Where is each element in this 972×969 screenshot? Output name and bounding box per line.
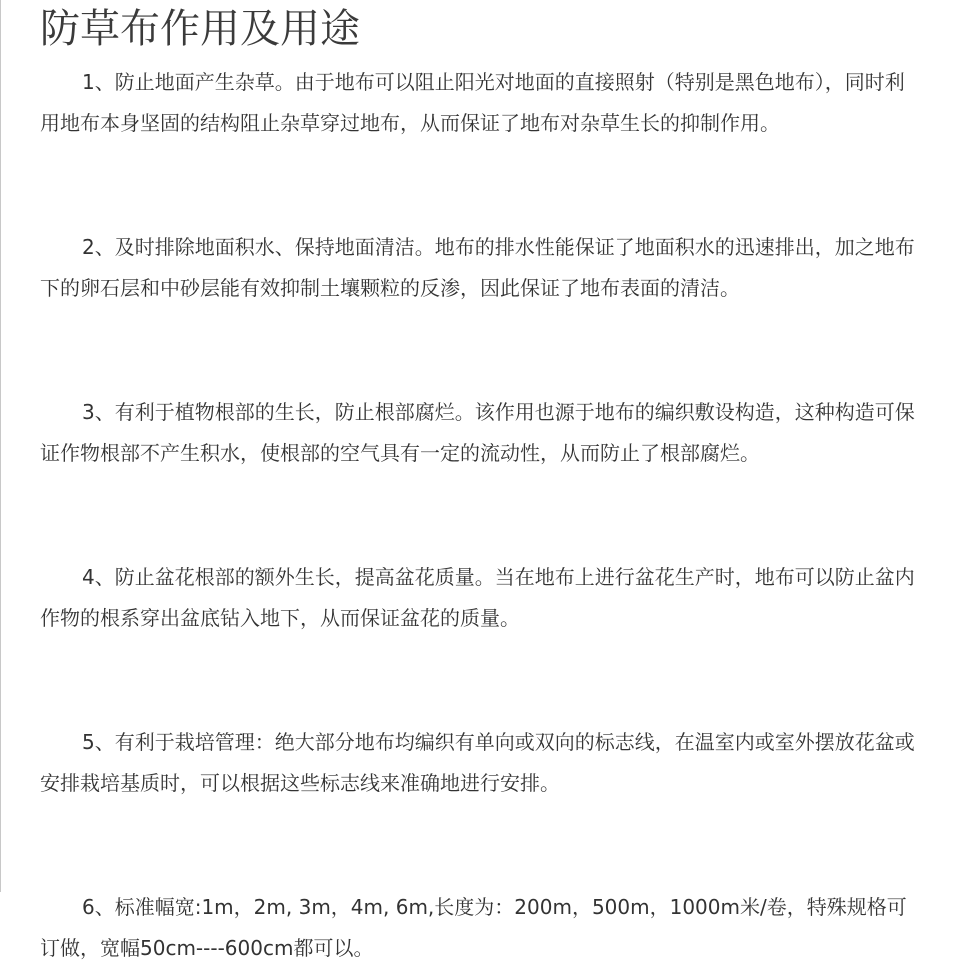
paragraph-3: 3、有利于植物根部的生长，防止根部腐烂。该作用也源于地布的编织敷设构造，这种构造可保证作物根部不产生积水，使根部的空气具有一定的流动性，从而防止了根部腐烂。 [40, 400, 915, 465]
paragraph-6: 6、标准幅宽:1m，2m, 3m，4m, 6m,长度为：200m，500m，1000m米/卷，特殊规格可订做，宽幅50cm----600cm都可以。 [40, 895, 907, 960]
paragraph-4: 4、防止盆花根部的额外生长，提高盆花质量。当在地布上进行盆花生产时，地布可以防止盆内作物的根系穿出盆底钻入地下，从而保证盆花的质量。 [40, 565, 915, 630]
paragraph-1: 1、防止地面产生杂草。由于地布可以阻止阳光对地面的直接照射（特别是黑色地布），同时利用地布本身坚固的结构阻止杂草穿过地布，从而保证了地布对杂草生长的抑制作用。 [40, 70, 905, 135]
page-left-border [0, 0, 1, 892]
paragraph-5: 5、有利于栽培管理：绝大部分地布均编织有单向或双向的标志线，在温室内或室外摆放花盆或安排栽培基质时，可以根据这些标志线来准确地进行安排。 [40, 730, 915, 795]
article-title: 防草布作用及用途 [40, 6, 360, 52]
article [40, 0, 920, 969]
paragraph-2: 2、及时排除地面积水、保持地面清洁。地布的排水性能保证了地面积水的迅速排出，加之地布下的卵石层和中砂层能有效抑制土壤颗粒的反渗，因此保证了地布表面的清洁。 [40, 235, 915, 300]
